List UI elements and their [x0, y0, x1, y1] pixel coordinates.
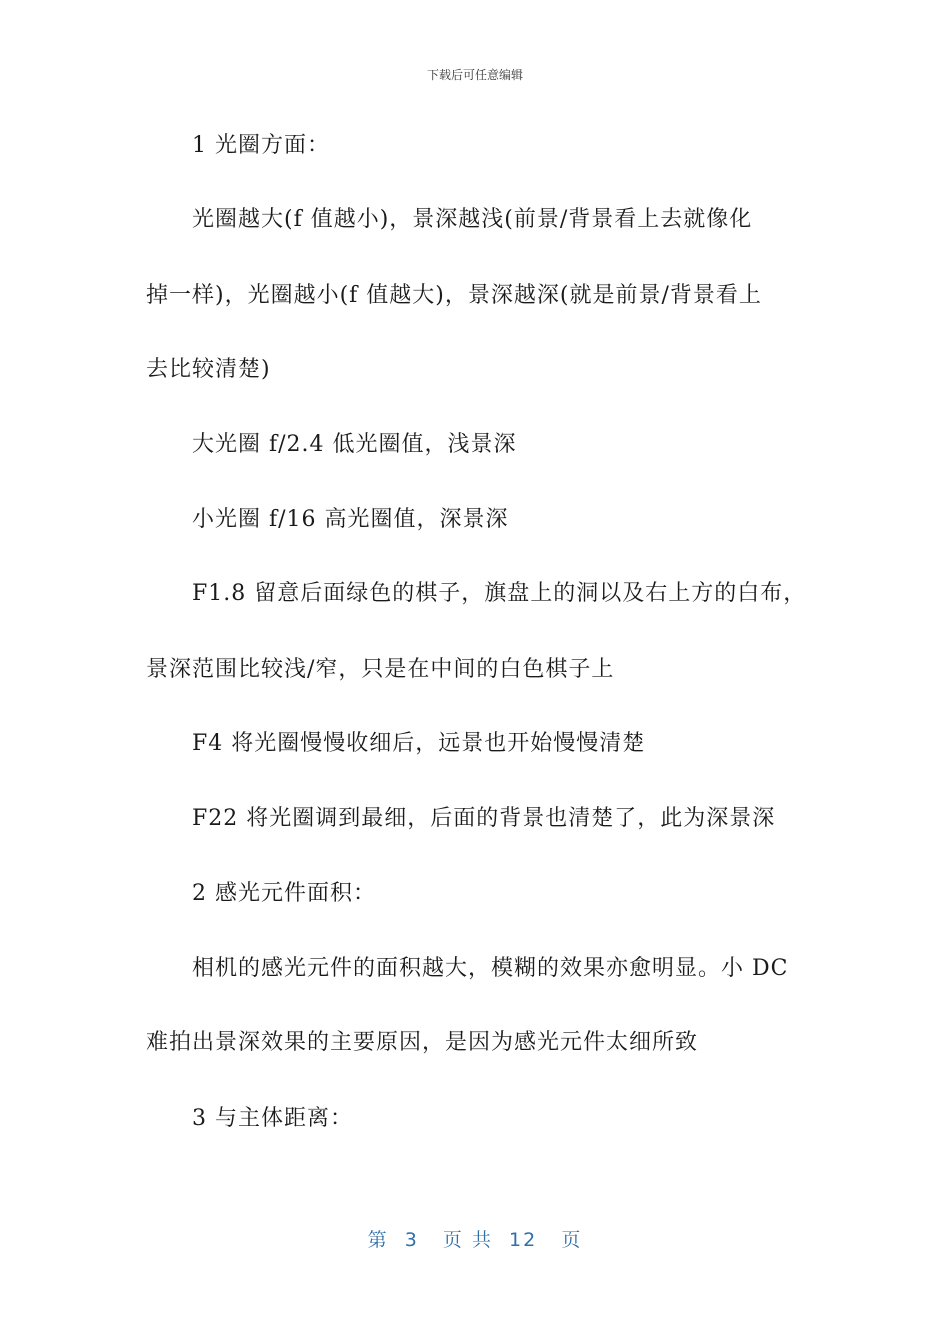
- section-heading-distance: 3 与主体距离：: [192, 1106, 353, 1131]
- paragraph-line: 光圈越大(f 值越小)，景深越浅(前景/背景看上去就像化: [192, 207, 753, 232]
- paragraph-line: F4 将光圈慢慢收细后，远景也开始慢慢清楚: [192, 731, 646, 756]
- paragraph-line: 难拍出景深效果的主要原因，是因为感光元件太细所致: [146, 1030, 699, 1055]
- section-heading-sensor: 2 感光元件面积：: [192, 881, 376, 906]
- paragraph-line: 掉一样)，光圈越小(f 值越大)，景深越深(就是前景/背景看上: [146, 283, 762, 308]
- section-heading-aperture: 1 光圈方面：: [192, 133, 330, 158]
- paragraph-line: 去比较清楚): [146, 357, 271, 382]
- paragraph-line: 相机的感光元件的面积越大，模糊的效果亦愈明显。小 DC: [192, 956, 789, 981]
- paragraph-line: 小光圈 f/16 高光圈值，深景深: [192, 507, 509, 532]
- paragraph-line: 大光圈 f/2.4 低光圈值，浅景深: [192, 432, 517, 457]
- paragraph-line: 景深范围比较浅/窄，只是在中间的白色棋子上: [146, 657, 615, 682]
- page-header: 下载后可任意编辑: [426, 68, 523, 82]
- paragraph-line: F22 将光圈调到最细，后面的背景也清楚了，此为深景深: [192, 806, 776, 831]
- page-footer: 第 3 页 共 12 页: [367, 1229, 583, 1251]
- paragraph-line: F1.8 留意后面绿色的棋子，旗盘上的洞以及右上方的白布，: [192, 581, 807, 606]
